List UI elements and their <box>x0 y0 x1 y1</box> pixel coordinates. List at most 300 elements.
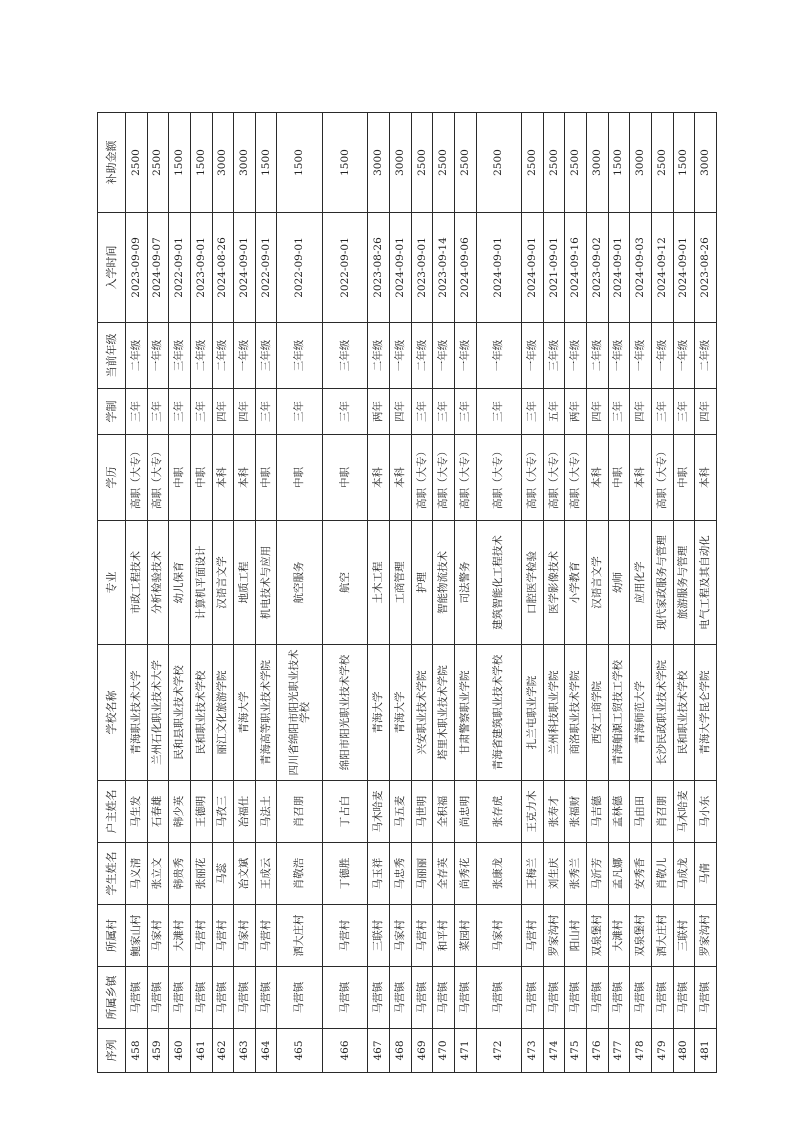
table-cell: 青海大学昆仑学院 <box>695 645 717 781</box>
table-cell: 分析检验技术 <box>147 521 169 645</box>
table-cell: 2500 <box>651 113 673 213</box>
table-cell: 马家村 <box>234 905 256 967</box>
table-cell: 马营镇 <box>630 967 652 1029</box>
table-cell: 孟林德 <box>608 781 630 843</box>
table-cell: 三年级 <box>322 323 368 389</box>
table-cell: 2024-09-01 <box>608 213 630 323</box>
table-cell: 2024-09-07 <box>147 213 169 323</box>
table-cell: 马营镇 <box>522 967 544 1029</box>
table-cell: 马营镇 <box>212 967 234 1029</box>
table-cell: 本科 <box>695 435 717 521</box>
table-cell: 机电技术与应用 <box>255 521 277 645</box>
header-cell: 学历 <box>98 435 126 521</box>
table-cell: 丽江文化旅游学院 <box>212 645 234 781</box>
table-cell: 肖敬浩 <box>277 843 323 905</box>
table-cell: 韩贵秀 <box>169 843 191 905</box>
table-cell: 471 <box>454 1029 476 1073</box>
table-row <box>630 113 652 1073</box>
table-cell: 469 <box>411 1029 433 1073</box>
table-cell: 四年 <box>695 389 717 435</box>
table-row <box>695 113 717 1073</box>
table-cell: 应用化学 <box>630 521 652 645</box>
table-cell: 本科 <box>587 435 609 521</box>
table-cell: 三年 <box>454 389 476 435</box>
table-cell: 马营镇 <box>277 967 323 1029</box>
table-cell: 马五麦 <box>390 781 412 843</box>
table-cell: 丁德胜 <box>322 843 368 905</box>
table-row <box>522 113 544 1073</box>
table-cell: 2023-09-01 <box>190 213 212 323</box>
header-cell: 户主姓名 <box>98 781 126 843</box>
table-cell: 本科 <box>390 435 412 521</box>
table-cell: 马营镇 <box>322 967 368 1029</box>
table-cell: 四年 <box>234 389 256 435</box>
table-cell: 肖召朋 <box>651 781 673 843</box>
table-cell: 465 <box>277 1029 323 1073</box>
table-cell: 尚秀花 <box>454 843 476 905</box>
table-cell: 绵阳市阳光职业技术学校 <box>322 645 368 781</box>
table-cell: 三年级 <box>255 323 277 389</box>
table-cell: 马蕊 <box>212 843 234 905</box>
table-cell: 双泉堡村 <box>630 905 652 967</box>
table-cell: 2024-09-01 <box>476 213 522 323</box>
table-cell: 大滩村 <box>169 905 191 967</box>
table-cell: 3000 <box>368 113 390 213</box>
table-cell: 汉语言文学 <box>212 521 234 645</box>
table-cell: 中职 <box>608 435 630 521</box>
table-row <box>368 113 390 1073</box>
table-cell: 冶文斌 <box>234 843 256 905</box>
table-cell: 马由田 <box>630 781 652 843</box>
table-cell: 青海大学 <box>368 645 390 781</box>
table-cell: 2024-09-01 <box>522 213 544 323</box>
table-cell: 青海师范大学 <box>630 645 652 781</box>
table-cell: 马丽丽 <box>411 843 433 905</box>
header-cell: 学校名称 <box>98 645 126 781</box>
table-cell: 475 <box>565 1029 587 1073</box>
table-cell: 马营村 <box>212 905 234 967</box>
table-cell: 中职 <box>673 435 695 521</box>
table-row <box>390 113 412 1073</box>
table-cell: 三年 <box>255 389 277 435</box>
header-cell: 当前年级 <box>98 323 126 389</box>
table-cell: 2024-09-01 <box>234 213 256 323</box>
table-cell: 马营镇 <box>673 967 695 1029</box>
table-cell: 1500 <box>277 113 323 213</box>
header-cell: 入学时间 <box>98 213 126 323</box>
table-cell: 张存虎 <box>476 781 522 843</box>
table-cell: 459 <box>147 1029 169 1073</box>
table-cell: 2022-09-01 <box>277 213 323 323</box>
table-cell: 幼儿保育 <box>169 521 191 645</box>
table-cell: 2500 <box>454 113 476 213</box>
table-cell: 三年 <box>433 389 455 435</box>
table-cell: 一年级 <box>565 323 587 389</box>
table-row <box>608 113 630 1073</box>
table-cell: 三年级 <box>169 323 191 389</box>
table-cell: 2500 <box>411 113 433 213</box>
table-cell: 护理 <box>411 521 433 645</box>
table-cell: 高职（大专） <box>565 435 587 521</box>
table-cell: 商洛职业技术学院 <box>565 645 587 781</box>
table-cell: 2023-09-14 <box>433 213 455 323</box>
table-row <box>234 113 256 1073</box>
table-cell: 高职（大专） <box>522 435 544 521</box>
header-cell: 专业 <box>98 521 126 645</box>
table-row <box>565 113 587 1073</box>
table-cell: 本科 <box>368 435 390 521</box>
table-cell: 高职（大专） <box>411 435 433 521</box>
table-cell: 塔里木职业技术学院 <box>433 645 455 781</box>
table-cell: 470 <box>433 1029 455 1073</box>
table-cell: 口腔医学检验 <box>522 521 544 645</box>
table-cell: 民和职业技术学校 <box>190 645 212 781</box>
table-cell: 二年级 <box>411 323 433 389</box>
table-cell: 智能物流技术 <box>433 521 455 645</box>
table-row <box>587 113 609 1073</box>
table-row <box>322 113 368 1073</box>
table-row <box>476 113 522 1073</box>
table-cell: 一年级 <box>651 323 673 389</box>
table-cell: 2024-09-01 <box>673 213 695 323</box>
table-cell: 2500 <box>565 113 587 213</box>
table-cell: 474 <box>543 1029 565 1073</box>
table-cell: 阳山村 <box>565 905 587 967</box>
table-cell: 甘肃警察职业学院 <box>454 645 476 781</box>
table-cell: 二年级 <box>695 323 717 389</box>
table-cell: 张福财 <box>565 781 587 843</box>
table-cell: 467 <box>368 1029 390 1073</box>
table-cell: 安秀香 <box>630 843 652 905</box>
table-cell: 三年 <box>651 389 673 435</box>
table-cell: 青海大学 <box>390 645 412 781</box>
table-cell: 一年级 <box>630 323 652 389</box>
table-cell: 青海舶源工贸技工学校 <box>608 645 630 781</box>
table-cell: 马世明 <box>411 781 433 843</box>
table-cell: 两年 <box>368 389 390 435</box>
table-cell: 2024-09-12 <box>651 213 673 323</box>
table-cell: 480 <box>673 1029 695 1073</box>
table-cell: 双泉堡村 <box>587 905 609 967</box>
table-cell: 马营镇 <box>476 967 522 1029</box>
table-cell: 2500 <box>147 113 169 213</box>
table-cell: 青海大学 <box>234 645 256 781</box>
table-cell: 481 <box>695 1029 717 1073</box>
table-cell: 两年 <box>565 389 587 435</box>
table-cell: 全积福 <box>433 781 455 843</box>
table-cell: 马家村 <box>476 905 522 967</box>
table-cell: 高职（大专） <box>126 435 148 521</box>
table-cell: 王梅兰 <box>522 843 544 905</box>
table-cell: 2024-09-16 <box>565 213 587 323</box>
table-cell: 冶福仕 <box>234 781 256 843</box>
table-cell: 2023-09-02 <box>587 213 609 323</box>
table-cell: 476 <box>587 1029 609 1073</box>
table-cell: 2022-09-01 <box>255 213 277 323</box>
table-cell: 3000 <box>630 113 652 213</box>
table-cell: 2500 <box>543 113 565 213</box>
table-cell: 西安工商学院 <box>587 645 609 781</box>
table-cell: 高职（大专） <box>543 435 565 521</box>
table-cell: 3000 <box>587 113 609 213</box>
table-cell: 477 <box>608 1029 630 1073</box>
table-cell: 2022-09-01 <box>169 213 191 323</box>
table-cell: 高职（大专） <box>651 435 673 521</box>
table-cell: 479 <box>651 1029 673 1073</box>
table-cell: 马营镇 <box>234 967 256 1029</box>
table-cell: 马木哈麦 <box>368 781 390 843</box>
table-cell: 472 <box>476 1029 522 1073</box>
table-cell: 马营镇 <box>695 967 717 1029</box>
table-cell: 马营镇 <box>651 967 673 1029</box>
table-cell: 兰州石化职业技术大学 <box>147 645 169 781</box>
table-cell: 中职 <box>169 435 191 521</box>
table-cell: 张丽花 <box>190 843 212 905</box>
table-cell: 马营镇 <box>126 967 148 1029</box>
table-cell: 中职 <box>255 435 277 521</box>
subsidy-table <box>97 112 717 1073</box>
table-cell: 马沂芳 <box>587 843 609 905</box>
table-cell: 王德明 <box>190 781 212 843</box>
table-cell: 马营村 <box>411 905 433 967</box>
table-cell: 中职 <box>322 435 368 521</box>
table-cell: 土木工程 <box>368 521 390 645</box>
table-cell: 尚忠明 <box>454 781 476 843</box>
table-cell: 二年级 <box>587 323 609 389</box>
table-cell: 青海省建筑职业技术学校 <box>476 645 522 781</box>
table-cell: 3000 <box>695 113 717 213</box>
table-cell: 大滩村 <box>608 905 630 967</box>
table-cell: 三年 <box>190 389 212 435</box>
table-cell: 丁占白 <box>322 781 368 843</box>
table-cell: 马木哈麦 <box>673 781 695 843</box>
table-cell: 478 <box>630 1029 652 1073</box>
table-cell: 马倩 <box>695 843 717 905</box>
header-cell: 所属乡镇 <box>98 967 126 1029</box>
table-cell: 458 <box>126 1029 148 1073</box>
table-cell: 小学教育 <box>565 521 587 645</box>
table-cell: 罗家沟村 <box>695 905 717 967</box>
table-cell: 2021-09-01 <box>543 213 565 323</box>
header-cell: 学制 <box>98 389 126 435</box>
table-cell: 2024-09-06 <box>454 213 476 323</box>
table-cell: 一年级 <box>522 323 544 389</box>
table-cell: 马营村 <box>255 905 277 967</box>
table-cell: 高职（大专） <box>433 435 455 521</box>
table-cell: 三年 <box>411 389 433 435</box>
table-cell: 466 <box>322 1029 368 1073</box>
table-cell: 马营镇 <box>169 967 191 1029</box>
table-cell: 马营村 <box>322 905 368 967</box>
table-cell: 马玉祥 <box>368 843 390 905</box>
table-row <box>126 113 148 1073</box>
table-row <box>169 113 191 1073</box>
table-cell: 三年 <box>476 389 522 435</box>
header-cell: 序列 <box>98 1029 126 1073</box>
table-cell: 电气工程及其自动化 <box>695 521 717 645</box>
table-cell: 旅游服务与管理 <box>673 521 695 645</box>
table-cell: 罗家沟村 <box>543 905 565 967</box>
table-cell: 刘生庆 <box>543 843 565 905</box>
table-cell: 马营镇 <box>543 967 565 1029</box>
table-cell: 兰州科技职业学院 <box>543 645 565 781</box>
table-cell: 马吉德 <box>587 781 609 843</box>
table-cell: 马营镇 <box>565 967 587 1029</box>
table-cell: 2023-09-01 <box>411 213 433 323</box>
table-cell: 一年级 <box>390 323 412 389</box>
table-cell: 2023-09-09 <box>126 213 148 323</box>
table-cell: 1500 <box>255 113 277 213</box>
table-cell: 2024-08-26 <box>212 213 234 323</box>
header-cell: 所属村 <box>98 905 126 967</box>
table-cell: 三年级 <box>543 323 565 389</box>
table-cell: 三年 <box>169 389 191 435</box>
table-cell: 3000 <box>390 113 412 213</box>
table-cell: 马营镇 <box>190 967 212 1029</box>
table-cell: 473 <box>522 1029 544 1073</box>
table-cell: 马营镇 <box>411 967 433 1029</box>
table-row <box>255 113 277 1073</box>
table-cell: 三年 <box>608 389 630 435</box>
table-cell: 三年 <box>322 389 368 435</box>
header-cell: 学生姓名 <box>98 843 126 905</box>
table-cell: 马义清 <box>126 843 148 905</box>
table-cell: 马营村 <box>522 905 544 967</box>
table-cell: 三联村 <box>673 905 695 967</box>
table-cell: 张立文 <box>147 843 169 905</box>
table-cell: 民和职业技术学校 <box>673 645 695 781</box>
table-cell: 马小东 <box>695 781 717 843</box>
table-cell: 马营镇 <box>368 967 390 1029</box>
table-cell: 马营村 <box>190 905 212 967</box>
table-cell: 本科 <box>212 435 234 521</box>
table-cell: 肖敬儿 <box>651 843 673 905</box>
table-cell: 三年级 <box>277 323 323 389</box>
table-cell: 马营镇 <box>255 967 277 1029</box>
table-cell: 464 <box>255 1029 277 1073</box>
table-row <box>190 113 212 1073</box>
table-cell: 463 <box>234 1029 256 1073</box>
table-cell: 航空服务 <box>277 521 323 645</box>
table-cell: 张寿才 <box>543 781 565 843</box>
table-cell: 1500 <box>169 113 191 213</box>
table-cell: 二年级 <box>190 323 212 389</box>
table-cell: 2500 <box>476 113 522 213</box>
table-cell: 洒大庄村 <box>277 905 323 967</box>
table-cell: 高职（大专） <box>147 435 169 521</box>
table-cell: 孟凡娜 <box>608 843 630 905</box>
table-cell: 马营镇 <box>433 967 455 1029</box>
table-cell: 四年 <box>212 389 234 435</box>
table-cell: 肖召朋 <box>277 781 323 843</box>
table-cell: 地质工程 <box>234 521 256 645</box>
table-cell: 韩少英 <box>169 781 191 843</box>
table-cell: 建筑智能化工程技术 <box>476 521 522 645</box>
table-header-row <box>98 113 126 1073</box>
table-cell: 1500 <box>608 113 630 213</box>
table-cell: 2500 <box>522 113 544 213</box>
table-cell: 高职（大专） <box>454 435 476 521</box>
table-cell: 市政工程技术 <box>126 521 148 645</box>
table-cell: 3000 <box>212 113 234 213</box>
table-row <box>147 113 169 1073</box>
table-cell: 张康龙 <box>476 843 522 905</box>
table-cell: 二年级 <box>212 323 234 389</box>
table-cell: 和平村 <box>433 905 455 967</box>
table-cell: 三年 <box>673 389 695 435</box>
table-cell: 三年 <box>277 389 323 435</box>
table-cell: 二年级 <box>368 323 390 389</box>
table-row <box>454 113 476 1073</box>
table-cell: 洒大庄村 <box>651 905 673 967</box>
table-cell: 马营镇 <box>147 967 169 1029</box>
header-cell: 补助金额 <box>98 113 126 213</box>
table-cell: 2023-08-26 <box>695 213 717 323</box>
table-cell: 三年 <box>147 389 169 435</box>
table-cell: 青海职业技术大学 <box>126 645 148 781</box>
table-cell: 中职 <box>277 435 323 521</box>
table-cell: 幼师 <box>608 521 630 645</box>
table-cell: 一年级 <box>433 323 455 389</box>
table-cell: 航空 <box>322 521 368 645</box>
table-row <box>673 113 695 1073</box>
table-cell: 民和县职业技术学校 <box>169 645 191 781</box>
table-cell: 马家村 <box>147 905 169 967</box>
table-row <box>651 113 673 1073</box>
table-row <box>411 113 433 1073</box>
table-cell: 工商管理 <box>390 521 412 645</box>
table-cell: 中职 <box>190 435 212 521</box>
table-cell: 汉语言文学 <box>587 521 609 645</box>
table-cell: 四年 <box>587 389 609 435</box>
table-row <box>543 113 565 1073</box>
table-cell: 马营镇 <box>390 967 412 1029</box>
table-cell: 2022-09-01 <box>322 213 368 323</box>
table-cell: 一年级 <box>476 323 522 389</box>
table-cell: 石春雄 <box>147 781 169 843</box>
table-cell: 468 <box>390 1029 412 1073</box>
table-cell: 五年 <box>543 389 565 435</box>
table-cell: 一年级 <box>147 323 169 389</box>
table-cell: 本科 <box>630 435 652 521</box>
table-cell: 现代家政服务与管理 <box>651 521 673 645</box>
table-cell: 1500 <box>322 113 368 213</box>
table-cell: 长沙民政职业技术学院 <box>651 645 673 781</box>
table-row <box>212 113 234 1073</box>
table-cell: 马家村 <box>390 905 412 967</box>
table-cell: 1500 <box>190 113 212 213</box>
table-cell: 马孜三 <box>212 781 234 843</box>
table-cell: 462 <box>212 1029 234 1073</box>
table-cell: 本科 <box>234 435 256 521</box>
table-cell: 2023-08-26 <box>368 213 390 323</box>
table-cell: 2500 <box>433 113 455 213</box>
table-cell: 马营镇 <box>454 967 476 1029</box>
table-cell: 1500 <box>673 113 695 213</box>
table-cell: 兴安职业技术学院 <box>411 645 433 781</box>
table-cell: 二年级 <box>126 323 148 389</box>
table-cell: 王克力木 <box>522 781 544 843</box>
table-cell: 四川省绵阳市阳光职业技术学校 <box>277 645 323 781</box>
table-cell: 高职（大专） <box>476 435 522 521</box>
table-cell: 医学影像技术 <box>543 521 565 645</box>
table-cell: 461 <box>190 1029 212 1073</box>
table-cell: 三年 <box>126 389 148 435</box>
table-cell: 3000 <box>234 113 256 213</box>
table-row <box>433 113 455 1073</box>
table-cell: 一年级 <box>234 323 256 389</box>
table-cell: 三年 <box>522 389 544 435</box>
